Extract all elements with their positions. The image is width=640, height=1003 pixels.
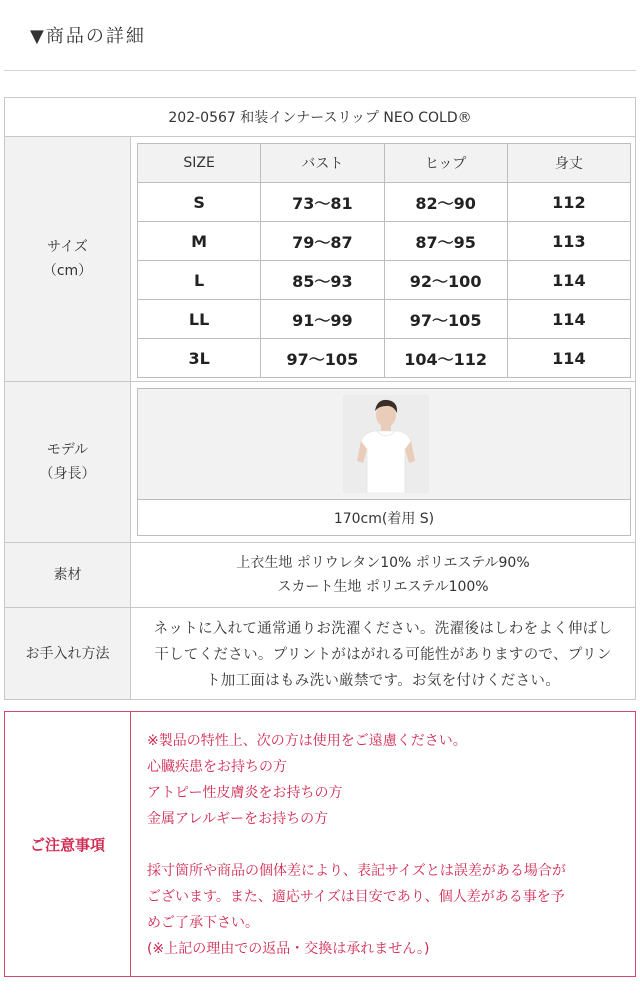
bust-value: 73〜81 <box>261 183 384 222</box>
model-photo <box>343 395 429 493</box>
size-cell-name: LL <box>138 300 261 339</box>
table-row <box>138 183 631 222</box>
length-value: 113 <box>507 222 630 261</box>
bust-value: 91〜99 <box>261 300 384 339</box>
title-divider <box>4 70 636 71</box>
bust-value: 97〜105 <box>261 339 384 378</box>
model-box <box>137 388 631 536</box>
table-row <box>138 300 631 339</box>
size-cell <box>131 137 635 381</box>
model-photo-area <box>138 389 630 500</box>
header-hip: ヒップ <box>384 144 507 183</box>
caution-line: 金属アレルギーをお持ちの方 <box>147 811 329 827</box>
size-cell-name: 3L <box>138 339 261 378</box>
material-line-top: 上衣生地 ポリウレタン10% ポリエステル90% <box>236 555 530 571</box>
header-bust: バスト <box>261 144 384 183</box>
care-cell <box>131 608 635 699</box>
size-label <box>5 137 131 381</box>
size-cell-name: S <box>138 183 261 222</box>
caution-spacer <box>147 832 625 858</box>
bust-value: 85〜93 <box>261 261 384 300</box>
caution-line: 採寸箇所や商品の個体差により、表記サイズとは誤差がある場合が <box>147 863 566 879</box>
caution-line: ※製品の特性上、次の方は使用をご遠慮ください。 <box>147 733 467 749</box>
caution-line: アトピー性皮膚炎をお持ちの方 <box>147 785 343 801</box>
table-row <box>138 222 631 261</box>
material-label-text: 素材 <box>53 567 82 583</box>
hip-value: 82〜90 <box>384 183 507 222</box>
hip-value: 97〜105 <box>384 300 507 339</box>
size-table-header <box>138 144 631 183</box>
hip-value: 104〜112 <box>384 339 507 378</box>
model-caption: 170cm(着用 S) <box>333 510 435 527</box>
bust-value: 79〜87 <box>261 222 384 261</box>
model-label <box>5 382 131 542</box>
size-cell-name: L <box>138 261 261 300</box>
size-label-line1: サイズ <box>47 239 88 255</box>
size-table <box>137 143 631 378</box>
table-row <box>138 339 631 378</box>
product-spec-table <box>4 97 636 700</box>
section-title: ▼商品の詳細 <box>30 26 146 47</box>
model-label-line1: モデル <box>46 442 89 458</box>
caution-line: ございます。また、適応サイズは目安であり、個人差がある事を予 <box>147 889 565 905</box>
care-line: ネットに入れて通常通りお洗濯ください。洗濯後はしわをよく伸ばし <box>153 621 613 637</box>
caution-line: めご了承下さい。 <box>147 915 259 931</box>
header-length: 身丈 <box>507 144 630 183</box>
caution-line: (※上記の理由での返品・交換は承れません。) <box>147 941 430 957</box>
length-value: 112 <box>507 183 630 222</box>
product-title: 202-0567 和装インナースリップ NEO COLD® <box>5 98 635 137</box>
caution-body <box>147 728 625 962</box>
caution-box <box>4 711 636 977</box>
material-cell <box>131 543 635 607</box>
material-line-skirt: スカート生地 ポリエステル100% <box>277 579 489 595</box>
model-label-line2: （身長） <box>39 466 96 482</box>
caution-line: 心臓疾患をお持ちの方 <box>147 759 287 775</box>
hip-value: 87〜95 <box>384 222 507 261</box>
care-label-text: お手入れ方法 <box>25 645 110 662</box>
model-figure-icon <box>343 395 429 493</box>
care-line: ト加工面はもみ洗い厳禁です。お気を付けください。 <box>205 673 561 689</box>
length-value: 114 <box>507 300 630 339</box>
length-value: 114 <box>507 339 630 378</box>
caution-label: ご注意事項 <box>5 712 131 976</box>
material-label <box>5 543 131 607</box>
header-size: SIZE <box>138 144 261 183</box>
model-cell <box>131 382 635 542</box>
care-line: 干してください。プリントがはがれる可能性がありますので、プリン <box>154 647 612 663</box>
size-cell-name: M <box>138 222 261 261</box>
length-value: 114 <box>507 261 630 300</box>
table-row <box>138 261 631 300</box>
size-label-line2: （cm） <box>42 263 93 279</box>
hip-value: 92〜100 <box>384 261 507 300</box>
care-label <box>5 608 131 699</box>
